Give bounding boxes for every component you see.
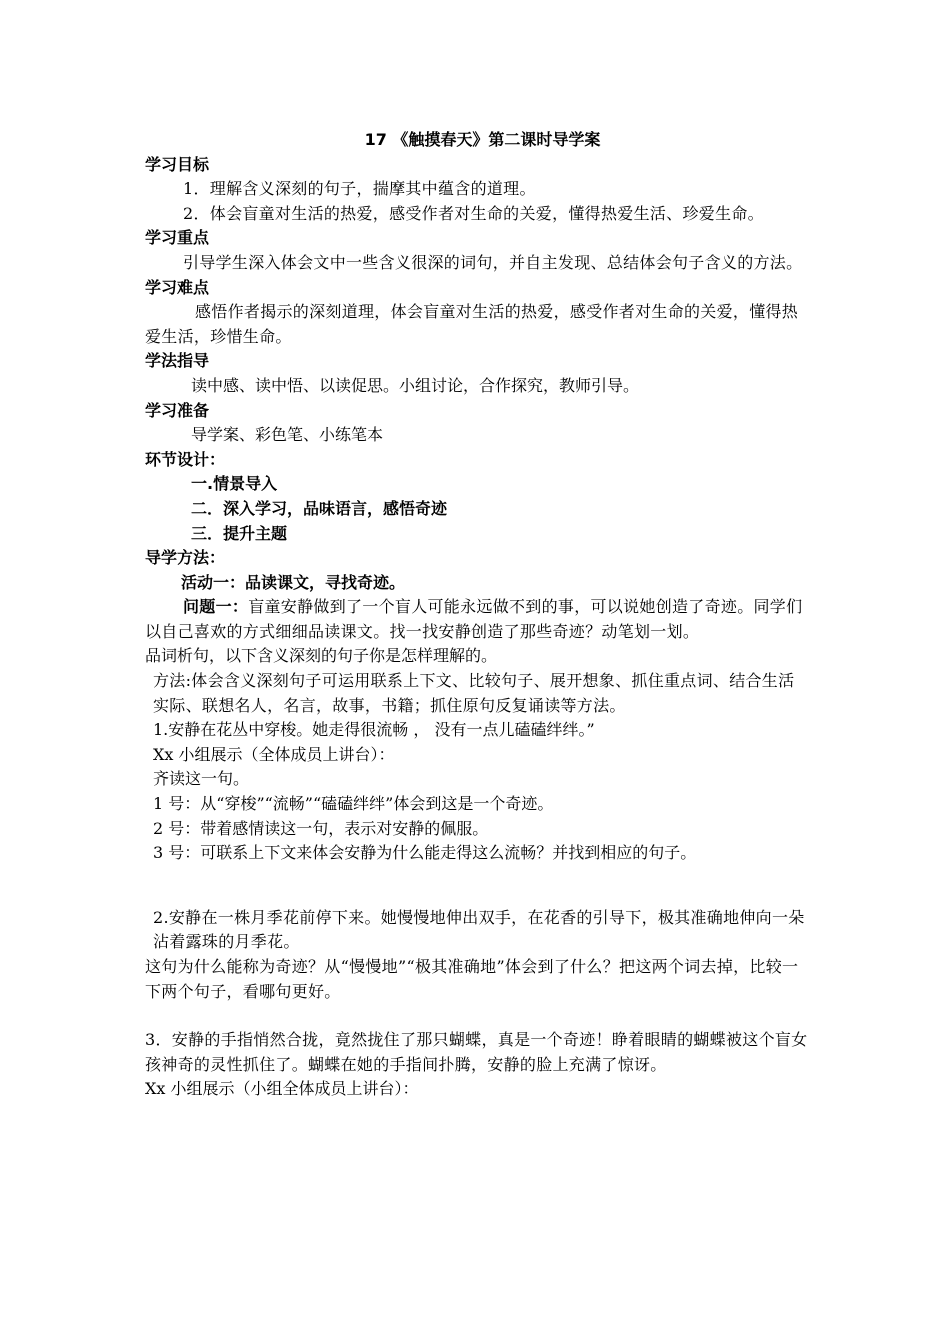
sentence-1-point-2: 2 号：带着感情读这一句，表示对安静的佩服。 (153, 818, 489, 838)
method-text: 读中感、读中悟、以读促思。小组讨论，合作探究，教师引导。 (191, 375, 640, 395)
analysis-text: 品词析句，以下含义深刻的句子你是怎样理解的。 (145, 646, 498, 666)
focus-text: 引导学生深入体会文中一些含义很深的词句，并自主发现、总结体会句子含义的方法。 (183, 252, 803, 272)
prep-text: 导学案、彩色笔、小练笔本 (191, 425, 384, 445)
step-1: 一.情景导入 (191, 474, 278, 494)
sentence-2: 2.安静在一株月季花前停下来。她慢慢地伸出双手，在花香的引导下，极其准确地伸向一朵沾着露珠的月季花。 (153, 907, 805, 952)
sentence-3: 3．安静的手指悄然合拢，竟然拢住了那只蝴蝶，真是一个奇迹！睁着眼睛的蝴蝶被这个盲女孩神奇的灵性抓住了。蝴蝶在她的手指间扑腾，安静的脸上充满了惊讶。 (145, 1030, 808, 1074)
guide-heading: 导学方法： (145, 548, 226, 568)
method-note: 方法:体会含义深刻句子可运用联系上下文、比较句子、展开想象、抓住重点词、结合生活实际、联想名人，名言，故事，书籍；抓住原句反复诵读等方法。 (153, 671, 795, 715)
goal-1: 1．理解含义深刻的句子，揣摩其中蕴含的道理。 (183, 179, 536, 199)
question-1 (145, 595, 810, 644)
difficulty-text: 感悟作者揭示的深刻道理，体会盲童对生活的热爱，感受作者对生命的关爱，懂得热爱生活，珍惜生命。 (145, 302, 799, 346)
prep-heading: 学习准备 (145, 400, 210, 420)
difficulty-heading: 学习难点 (145, 277, 210, 297)
sentence-3-group: Xx 小组展示（小组全体成员上讲台）： (145, 1079, 419, 1099)
activity-1: 活动一：品读课文，寻找奇迹。 (181, 572, 406, 592)
sentence-1-point-1: 1 号：从“穿梭”“流畅”“磕磕绊绊”体会到这是一个奇迹。 (153, 794, 554, 814)
question-1-text: 盲童安静做到了一个盲人可能永远做不到的事，可以说她创造了奇迹。同学们以自己喜欢的方式细细品读课文。找一找安静创造了那些奇迹？动笔划一划。 (145, 597, 803, 641)
sentence-1: 1.安静在花丛中穿梭。她走得很流畅 ， 没有一点儿磕磕绊绊。” (153, 720, 595, 740)
sentence-1-point-3: 3 号：可联系上下文来体会安静为什么能走得这么流畅？并找到相应的句子。 (153, 843, 697, 863)
design-heading: 环节设计： (145, 449, 226, 469)
sentence-1-read: 齐读这一句。 (153, 769, 250, 789)
doc-title: 17 《触摸春天》第二课时导学案 (364, 130, 601, 149)
goal-2: 2．体会盲童对生活的热爱，感受作者对生命的关爱，懂得热爱生活、珍爱生命。 (183, 203, 764, 223)
step-3: 三．提升主题 (191, 523, 288, 543)
focus-heading: 学习重点 (145, 228, 210, 248)
sentence-1-group: Xx 小组展示（全体成员上讲台）： (153, 744, 395, 764)
document-page (145, 128, 810, 1102)
goals-heading: 学习目标 (145, 154, 210, 174)
step-2: 二．深入学习，品味语言，感悟奇迹 (191, 498, 448, 518)
method-heading: 学法指导 (145, 351, 210, 371)
question-1-label: 问题一： (183, 597, 249, 617)
sentence-2-question: 这句为什么能称为奇迹？从“慢慢地”“极其准确地”体会到了什么？把这两个词去掉，比较一下两个句子，看哪句更好。 (145, 957, 799, 1001)
